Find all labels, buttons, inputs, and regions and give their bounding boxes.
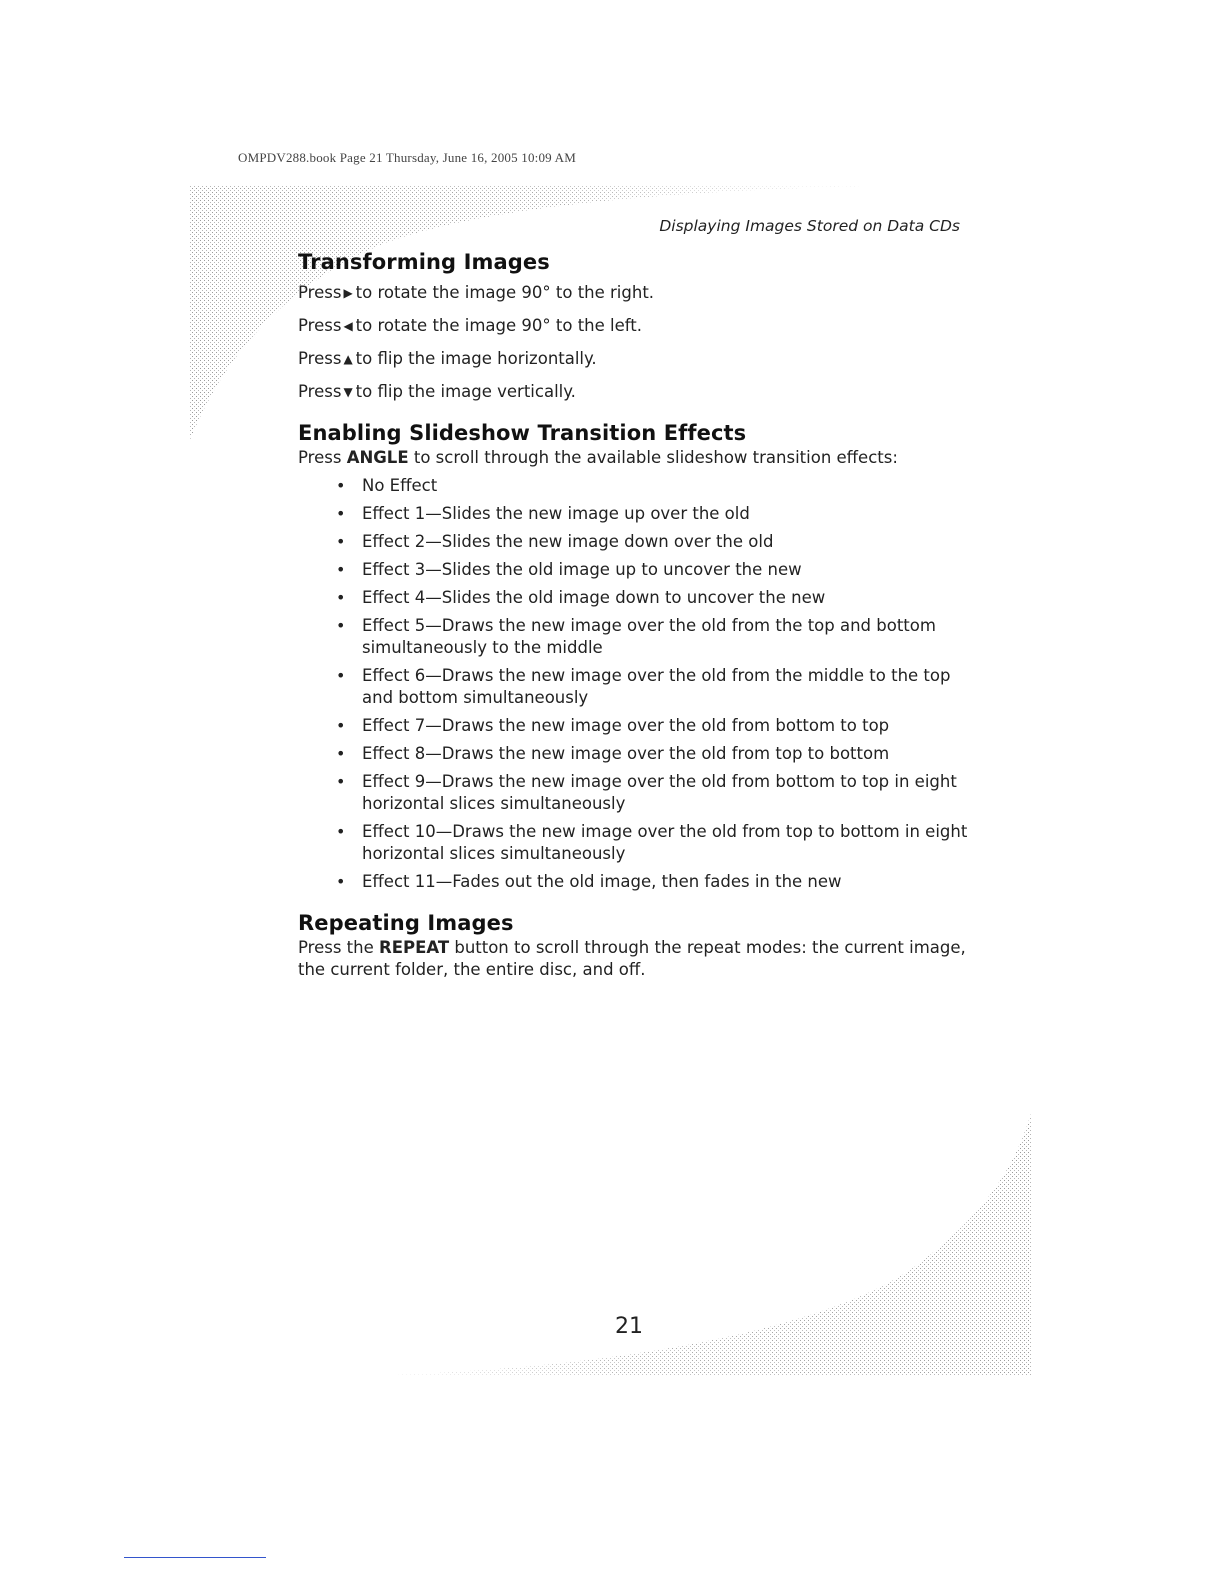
rotate-right-line: Press ▶ to rotate the image 90° to the right.: [298, 283, 655, 302]
effects-list: [298, 475, 970, 893]
list-item: • No Effect: [336, 476, 438, 495]
flip-horizontal-line: Press ▲ to flip the image horizontally.: [298, 349, 597, 368]
bullet-icon: •: [336, 744, 346, 763]
section-heading-slideshow: Enabling Slideshow Transition Effects: [298, 421, 747, 445]
page-number: 21: [615, 1314, 643, 1339]
list-item: • Effect 6—Draws the new image over the old from the middle to the top and bottom simultaneously: [336, 666, 951, 707]
list-item: • Effect 2—Slides the new image down over the old: [336, 532, 774, 551]
bullet-icon: •: [336, 532, 346, 551]
list-item: • Effect 1—Slides the new image up over the old: [336, 504, 750, 523]
bullet-icon: •: [336, 560, 346, 579]
list-item: • Effect 3—Slides the old image up to uncover the new: [336, 560, 802, 579]
up-arrow-icon: ▲: [343, 352, 353, 366]
bullet-icon: •: [336, 666, 346, 685]
bullet-icon: •: [336, 716, 346, 735]
rotate-left-line: Press ◀ to rotate the image 90° to the left.: [298, 316, 642, 335]
angle-key: ANGLE: [346, 448, 409, 467]
slideshow-intro: Press ANGLE to scroll through the available slideshow transition effects:: [298, 448, 898, 467]
list-item: • Effect 4—Slides the old image down to uncover the new: [336, 588, 826, 607]
footer-rule: [124, 1557, 266, 1558]
list-item: • Effect 11—Fades out the old image, then fades in the new: [336, 872, 842, 891]
right-arrow-icon: ▶: [343, 286, 353, 300]
flip-vertical-line: Press ▼ to flip the image vertically.: [298, 382, 576, 401]
section-heading-transforming: Transforming Images: [298, 250, 550, 274]
bullet-icon: •: [336, 822, 346, 841]
repeat-key: REPEAT: [379, 938, 450, 957]
list-item: • Effect 10—Draws the new image over the old from top to bottom in eight horizontal slices simultaneously: [336, 822, 968, 863]
page-content: [298, 250, 970, 981]
bullet-icon: •: [336, 476, 346, 495]
down-arrow-icon: ▼: [343, 385, 353, 399]
list-item: • Effect 9—Draws the new image over the old from bottom to top in eight horizontal slices simultaneously: [336, 772, 957, 813]
list-item: • Effect 7—Draws the new image over the old from bottom to top: [336, 716, 890, 735]
running-title: Displaying Images Stored on Data CDs: [659, 217, 960, 235]
bullet-icon: •: [336, 616, 346, 635]
list-item: • Effect 5—Draws the new image over the old from the top and bottom simultaneously to the middle: [336, 616, 936, 657]
bullet-icon: •: [336, 772, 346, 791]
list-item: • Effect 8—Draws the new image over the old from top to bottom: [336, 744, 890, 763]
print-header: OMPDV288.book Page 21 Thursday, June 16, 2005 10:09 AM: [238, 150, 576, 165]
repeating-text: Press the REPEAT button to scroll through the repeat modes: the current image, the current folder, the entire disc, and off.: [298, 938, 966, 979]
bullet-icon: •: [336, 504, 346, 523]
bullet-icon: •: [336, 872, 346, 891]
bullet-icon: •: [336, 588, 346, 607]
left-arrow-icon: ◀: [343, 319, 353, 333]
section-heading-repeating: Repeating Images: [298, 911, 514, 935]
